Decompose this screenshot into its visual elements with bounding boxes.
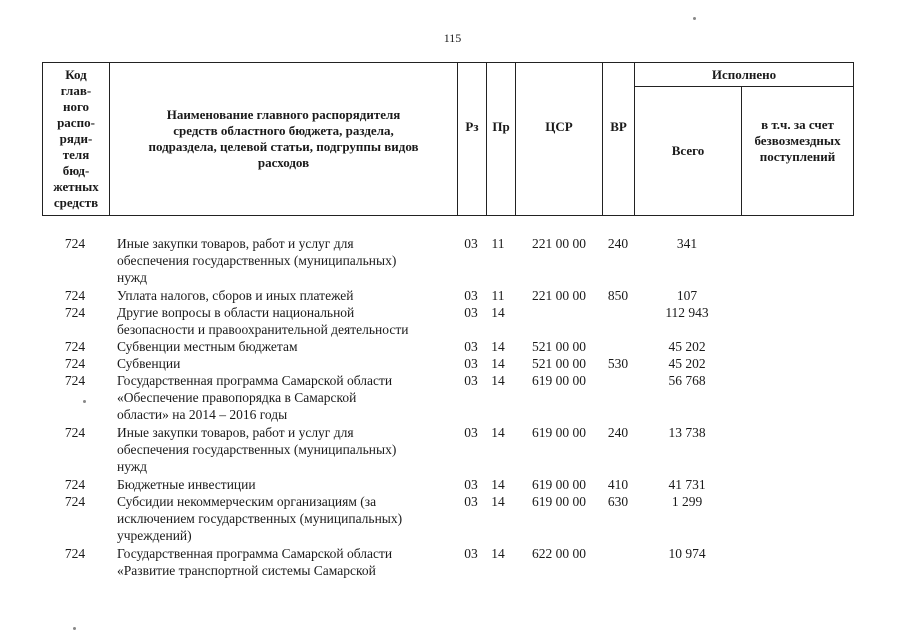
header-vr: ВР	[610, 119, 627, 134]
scan-speck	[693, 17, 696, 20]
header-code-text: Код глав- ного распо- ряди- теля бюд- жетных средств	[53, 67, 99, 210]
header-rz: Рз	[465, 119, 479, 134]
header-csr: ЦСР	[545, 119, 573, 134]
header-free: в т.ч. за счет безвозмездных поступлений	[754, 117, 841, 164]
header-total: Всего	[671, 143, 705, 158]
table-header	[42, 62, 854, 216]
header-executed: Исполнено	[711, 66, 777, 82]
header-code	[43, 63, 109, 215]
page-number: 115	[443, 31, 462, 45]
scan-speck	[73, 627, 76, 630]
header-name: Наименование главного распорядителя средств областного бюджета, раздела, подраздела, целевой статьи, подгруппы видов расходов	[148, 107, 419, 170]
scan-speck	[83, 400, 86, 403]
header-pr: Пр	[492, 119, 510, 134]
